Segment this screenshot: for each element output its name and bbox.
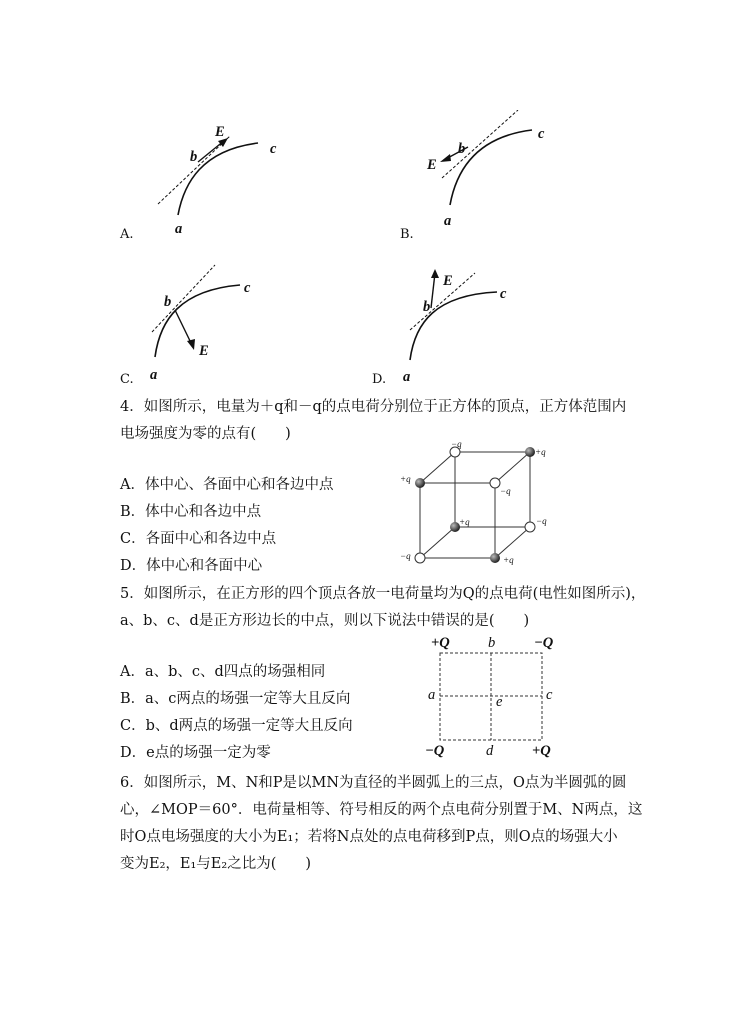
question-text-line: a、b、c、d是正方形边长的中点，则以下说法中错误的是( ): [120, 613, 530, 629]
answer-option-d: D．体中心和各面中心: [120, 558, 263, 574]
charge-label: −q: [400, 551, 411, 561]
option-label: A.: [120, 227, 134, 242]
charge-label: +Q: [431, 635, 450, 651]
label-b: b: [190, 149, 198, 165]
point-label-c: c: [546, 687, 553, 703]
question-text-line: 6．如图所示，M、N和P是以MN为直径的半圆弧上的三点，O点为半圆弧的圆: [120, 775, 627, 791]
label-a: a: [444, 213, 452, 229]
charge-label: +q: [400, 474, 411, 484]
charge-label: −Q: [534, 635, 554, 651]
question-text-line: 4．如图所示，电量为＋q和－q的点电荷分别位于正方体的顶点，正方体范围内: [120, 399, 627, 415]
cube-diagram: [395, 440, 555, 575]
label-E: E: [199, 343, 209, 359]
label-c: c: [244, 280, 251, 296]
field-line-diagram-b: [420, 110, 580, 225]
question-text-line: 时O点电场强度的大小为E₁；若将N点处的点电荷移到P点，则O点的场强大小: [120, 829, 618, 845]
point-label-d: d: [486, 743, 494, 759]
question-text-line: 电场强度为零的点有( ): [120, 426, 291, 442]
label-c: c: [500, 286, 507, 302]
field-line-diagram-c: [140, 260, 300, 370]
charge-label: −q: [500, 486, 511, 496]
label-a: a: [150, 367, 158, 383]
label-E: E: [443, 273, 453, 289]
label-c: c: [270, 141, 277, 157]
answer-option-b: B．体中心和各边中点: [120, 504, 262, 520]
option-label: B.: [400, 227, 414, 242]
answer-option-a: A．体中心、各面中心和各边中点: [120, 477, 334, 493]
answer-option-a: A．a、b、c、d四点的场强相同: [120, 664, 326, 680]
charge-label: +q: [503, 555, 514, 565]
charge-label: −q: [536, 516, 547, 526]
label-b: b: [458, 141, 466, 157]
option-label: C.: [120, 372, 134, 387]
label-a: a: [403, 369, 411, 385]
question-text-line: 变为E₂，E₁与E₂之比为( ): [120, 856, 312, 872]
charge-label: +Q: [532, 743, 551, 759]
label-E: E: [427, 157, 437, 173]
charge-label: −q: [451, 439, 462, 449]
answer-option-c: C．b、d两点的场强一定等大且反向: [120, 718, 353, 734]
question-text-line: 心，∠MOP＝60°．电荷量相等、符号相反的两个点电荷分别置于M、N两点，这: [120, 802, 643, 818]
point-label-b: b: [488, 635, 496, 651]
charge-label: +q: [459, 517, 470, 527]
label-b: b: [164, 294, 172, 310]
label-b: b: [423, 299, 431, 315]
label-a: a: [175, 221, 183, 237]
answer-option-b: B．a、c两点的场强一定等大且反向: [120, 691, 351, 707]
field-line-diagram-d: [395, 265, 555, 370]
charge-label: +q: [535, 447, 546, 457]
question-text-line: 5．如图所示，在正方形的四个顶点各放一电荷量均为Q的点电荷(电性如图所示)，: [120, 586, 646, 602]
charge-label: −Q: [425, 743, 445, 759]
answer-option-d: D．e点的场强一定为零: [120, 745, 271, 761]
square-diagram: [435, 650, 545, 745]
option-label: D.: [372, 372, 387, 387]
point-label-a: a: [428, 687, 436, 703]
answer-option-c: C．各面中心和各边中点: [120, 531, 277, 547]
point-label-e: e: [496, 694, 503, 710]
label-c: c: [538, 126, 545, 142]
label-E: E: [215, 124, 225, 140]
